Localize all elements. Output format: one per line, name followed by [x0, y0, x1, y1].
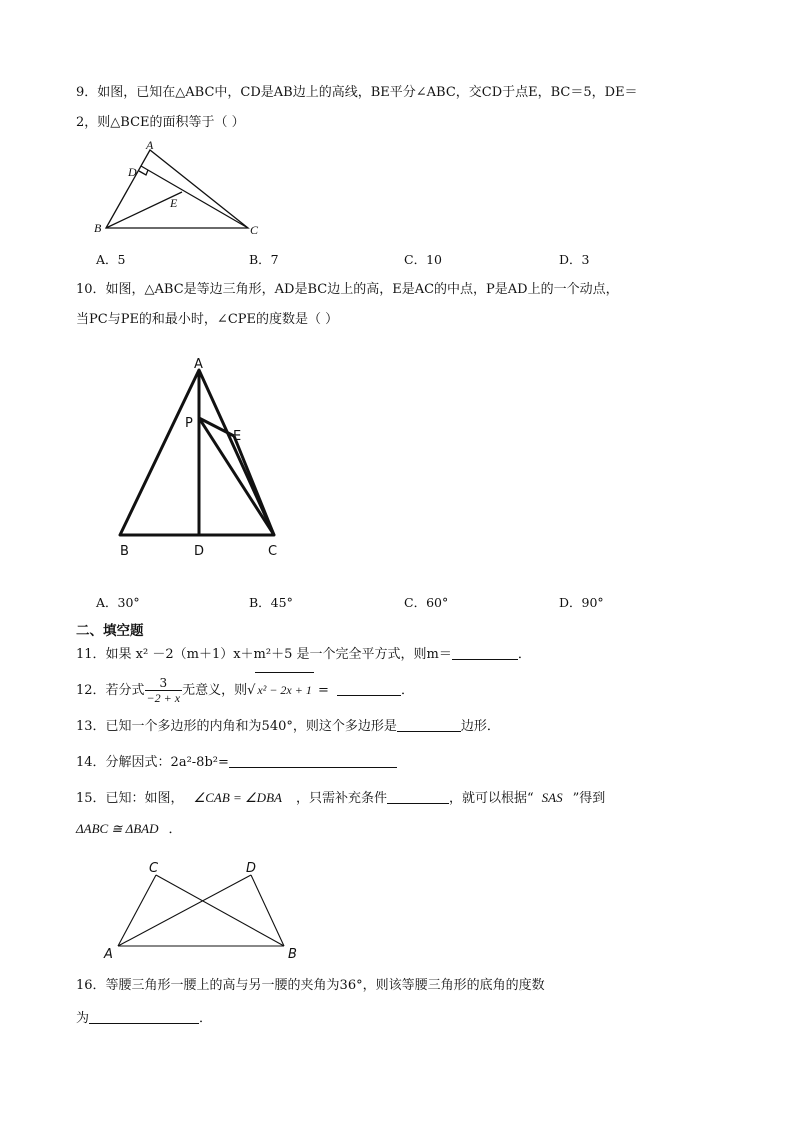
q15-segment-ad: [118, 875, 251, 946]
q15-line1: [76, 789, 605, 808]
q12-line: [76, 672, 414, 706]
q15-period: ．: [168, 822, 182, 837]
q9-text-line1: 9．如图，已知在△ABC中，CD是AB边上的高线，BE平分∠ABC，交CD于点E，BC＝5，DE＝: [76, 85, 638, 100]
q9-label-e: E: [170, 196, 178, 210]
q15-answer-blank[interactable]: [387, 789, 449, 804]
q15-condition: ∠CAB = ∠DBA: [193, 790, 282, 805]
q15-segment-cb: [156, 875, 284, 946]
q10-option-c: C．60°: [404, 595, 449, 610]
q12-fraction-denominator: −2 + x: [146, 691, 181, 705]
q9-right-angle-mark: [139, 170, 148, 175]
q15-end-text: ”得到: [572, 791, 606, 806]
q14-answer-blank[interactable]: [229, 753, 397, 768]
q15-text: 15．已知：如图，: [76, 791, 184, 806]
q15-method: SAS: [541, 790, 563, 805]
q14-line: [76, 753, 397, 772]
q9-altitude-cd: [141, 166, 248, 228]
q10-segment-ec: [234, 436, 274, 535]
q10-option-a: A．30°: [96, 595, 140, 610]
q12-equals: =: [313, 683, 334, 698]
q11-text: 11．如果 x² －2（m＋1）x＋m²＋5 是一个完全平方式，则m＝: [76, 647, 452, 662]
q10-label-a: A: [194, 357, 203, 372]
q10-figure: [110, 352, 300, 562]
q10-option-d: D．90°: [559, 595, 604, 610]
q16-suffix: ．: [199, 1011, 213, 1026]
q10-option-b: B．45°: [249, 595, 293, 610]
q9-option-c: C．10: [404, 252, 442, 267]
q9-figure: [90, 138, 270, 238]
q10-label-c: C: [268, 544, 278, 559]
q10-triangle-abc: [120, 370, 274, 535]
q12-suffix: ．: [401, 683, 415, 698]
q16-line2: [76, 1009, 212, 1028]
q15-figure: [100, 858, 310, 964]
section-heading-fill-in: 二、填空题: [76, 623, 144, 639]
q12-sqrt-symbol: √: [247, 683, 256, 698]
q9-option-d: D．3: [559, 252, 590, 267]
q14-text: 14．分解因式：2a²-8b²=: [76, 755, 229, 770]
q10-label-e: E: [233, 429, 242, 444]
q15-line2: [76, 820, 182, 839]
q15-conclusion: ΔABC ≅ ΔBAD: [76, 821, 159, 836]
q15-label-a: A: [104, 947, 113, 962]
q15-after-blank: ，就可以根据“: [448, 791, 534, 806]
q12-fraction-numerator: 3: [145, 676, 183, 691]
q12-answer-blank[interactable]: [337, 681, 401, 696]
q11-answer-blank[interactable]: [452, 645, 518, 660]
q12-fraction: [145, 676, 183, 705]
q11-suffix: ．: [517, 647, 531, 662]
q12-middle-text: 无意义，则: [182, 683, 248, 698]
q15-label-b: B: [288, 947, 297, 962]
q9-text-line2: 2，则△BCE的面积等于（ ）: [76, 115, 245, 130]
q10-text-line2: 当PC与PE的和最小时，∠CPE的度数是（ ）: [76, 312, 339, 327]
q9-label-b: B: [94, 221, 102, 235]
q13-text: 13．已知一个多边形的内角和为540°，则这个多边形是: [76, 719, 397, 734]
q9-label-a: A: [146, 138, 154, 152]
q9-option-b: B．7: [249, 252, 279, 267]
q13-answer-blank[interactable]: [397, 717, 461, 732]
q10-label-b: B: [120, 544, 129, 559]
q9-label-d: D: [128, 165, 137, 179]
q11-line: [76, 645, 531, 664]
q10-label-p: P: [185, 416, 193, 431]
q13-suffix: 边形．: [460, 719, 500, 734]
q16-text: 为: [76, 1011, 90, 1026]
q12-text: 12．若分式: [76, 683, 145, 698]
q10-label-d: D: [194, 544, 205, 559]
q16-answer-blank[interactable]: [89, 1009, 199, 1024]
q15-label-c: C: [149, 861, 159, 876]
q15-middle-text: ，只需补充条件: [295, 791, 387, 806]
q9-label-c: C: [250, 223, 259, 237]
q15-segment-db: [251, 875, 284, 946]
q10-text-line1: 10．如图，△ABC是等边三角形，AD是BC边上的高，E是AC的中点，P是AD上的一个动点，: [76, 282, 619, 297]
q16-text-line1: 16．等腰三角形一腰上的高与另一腰的夹角为36°，则该等腰三角形的底角的度数: [76, 978, 545, 993]
q13-line: [76, 717, 500, 736]
q15-label-d: D: [246, 861, 257, 876]
q9-option-a: A．5: [96, 252, 126, 267]
q12-sqrt-content: x² − 2x + 1: [255, 672, 313, 707]
